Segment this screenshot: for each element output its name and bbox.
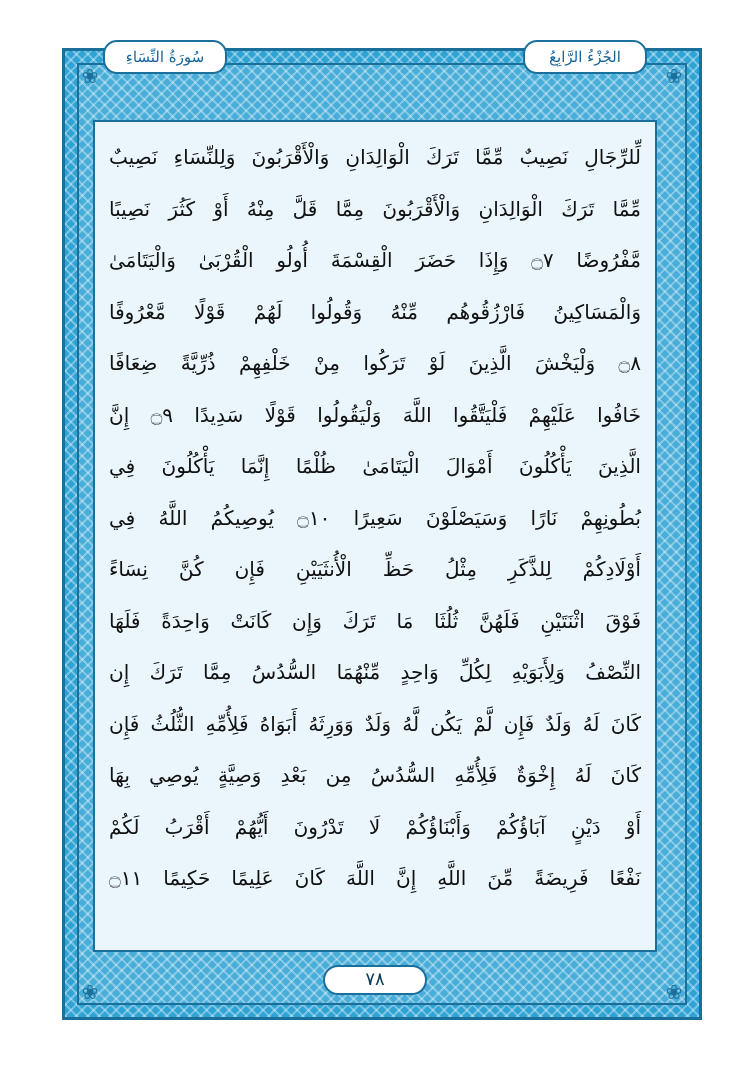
- verse-line: ۝٨ وَلْيَخْشَ الَّذِينَ لَوْ تَرَكُوا مِنْ خَلْفِهِمْ ذُرِّيَّةً ضِعَافًا: [109, 351, 641, 375]
- verse-line: مِّمَّا تَرَكَ الْوَالِدَانِ وَالْأَقْرَبُونَ مِمَّا قَلَّ مِنْهُ أَوْ كَثُرَ نَصِيبًا: [109, 196, 641, 221]
- verse-line: النِّصْفُ وَلِأَبَوَيْهِ لِكُلِّ وَاحِدٍ مِّنْهُمَا السُّدُسُ مِمَّا تَرَكَ إِن: [109, 660, 641, 684]
- verse-lines: [95, 132, 655, 905]
- page-number: ٧٨: [323, 965, 427, 995]
- verse-line: كَانَ لَهُ وَلَدٌ فَإِن لَّمْ يَكُن لَّهُ وَلَدٌ وَوَرِثَهُ أَبَوَاهُ فَلِأُمِّهِ الثُّلُثُ فَإِن: [109, 711, 641, 736]
- verse-line: لِّلرِّجَالِ نَصِيبٌ مِّمَّا تَرَكَ الْوَالِدَانِ وَالْأَقْرَبُونَ وَلِلنِّسَاءِ نَصِيبٌ: [109, 145, 641, 169]
- corner-ornament-icon: ❀: [81, 980, 99, 1004]
- verse-line: خَافُوا عَلَيْهِمْ فَلْيَتَّقُوا اللَّهَ وَلْيَقُولُوا قَوْلًا سَدِيدًا ۝٩ إِنَّ: [109, 402, 641, 427]
- verse-line: فَوْقَ اثْنَتَيْنِ فَلَهُنَّ ثُلُثَا مَا تَرَكَ وَإِن كَانَتْ وَاحِدَةً فَلَهَا: [109, 608, 641, 633]
- verse-line: نَفْعًا فَرِيضَةً مِّنَ اللَّهِ إِنَّ اللَّهَ كَانَ عَلِيمًا حَكِيمًا ۝١١: [109, 866, 641, 890]
- verse-line: بُطُونِهِمْ نَارًا وَسَيَصْلَوْنَ سَعِيرًا ۝١٠ يُوصِيكُمُ اللَّهُ فِي: [109, 505, 641, 530]
- verse-line: وَالْمَسَاكِينُ فَارْزُقُوهُم مِّنْهُ وَقُولُوا لَهُمْ قَوْلًا مَّعْرُوفًا: [109, 299, 641, 324]
- juz-label: الجُزْءُ الرَّابِعُ: [523, 40, 647, 74]
- verse-line: الَّذِينَ يَأْكُلُونَ أَمْوَالَ الْيَتَامَىٰ ظُلْمًا إِنَّمَا يَأْكُلُونَ فِي: [109, 454, 641, 478]
- corner-ornament-icon: ❀: [81, 64, 99, 88]
- corner-ornament-icon: ❀: [665, 64, 683, 88]
- verse-text-panel: [93, 120, 657, 952]
- verse-line: مَّفْرُوضًا ۝٧ وَإِذَا حَضَرَ الْقِسْمَةَ أُولُو الْقُرْبَىٰ وَالْيَتَامَىٰ: [109, 248, 641, 272]
- verse-line: كَانَ لَهُ إِخْوَةٌ فَلِأُمِّهِ السُّدُسُ مِن بَعْدِ وَصِيَّةٍ يُوصِي بِهَا: [109, 763, 641, 787]
- surah-label: سُورَةُ النِّسَاءِ: [103, 40, 227, 74]
- verse-line: أَوْلَادِكُمْ لِلذَّكَرِ مِثْلُ حَظِّ الْأُنثَيَيْنِ فَإِن كُنَّ نِسَاءً: [109, 557, 641, 581]
- verse-line: أَوْ دَيْنٍ آبَاؤُكُمْ وَأَبْنَاؤُكُمْ لَا تَدْرُونَ أَيُّهُمْ أَقْرَبُ لَكُمْ: [109, 814, 641, 839]
- corner-ornament-icon: ❀: [665, 980, 683, 1004]
